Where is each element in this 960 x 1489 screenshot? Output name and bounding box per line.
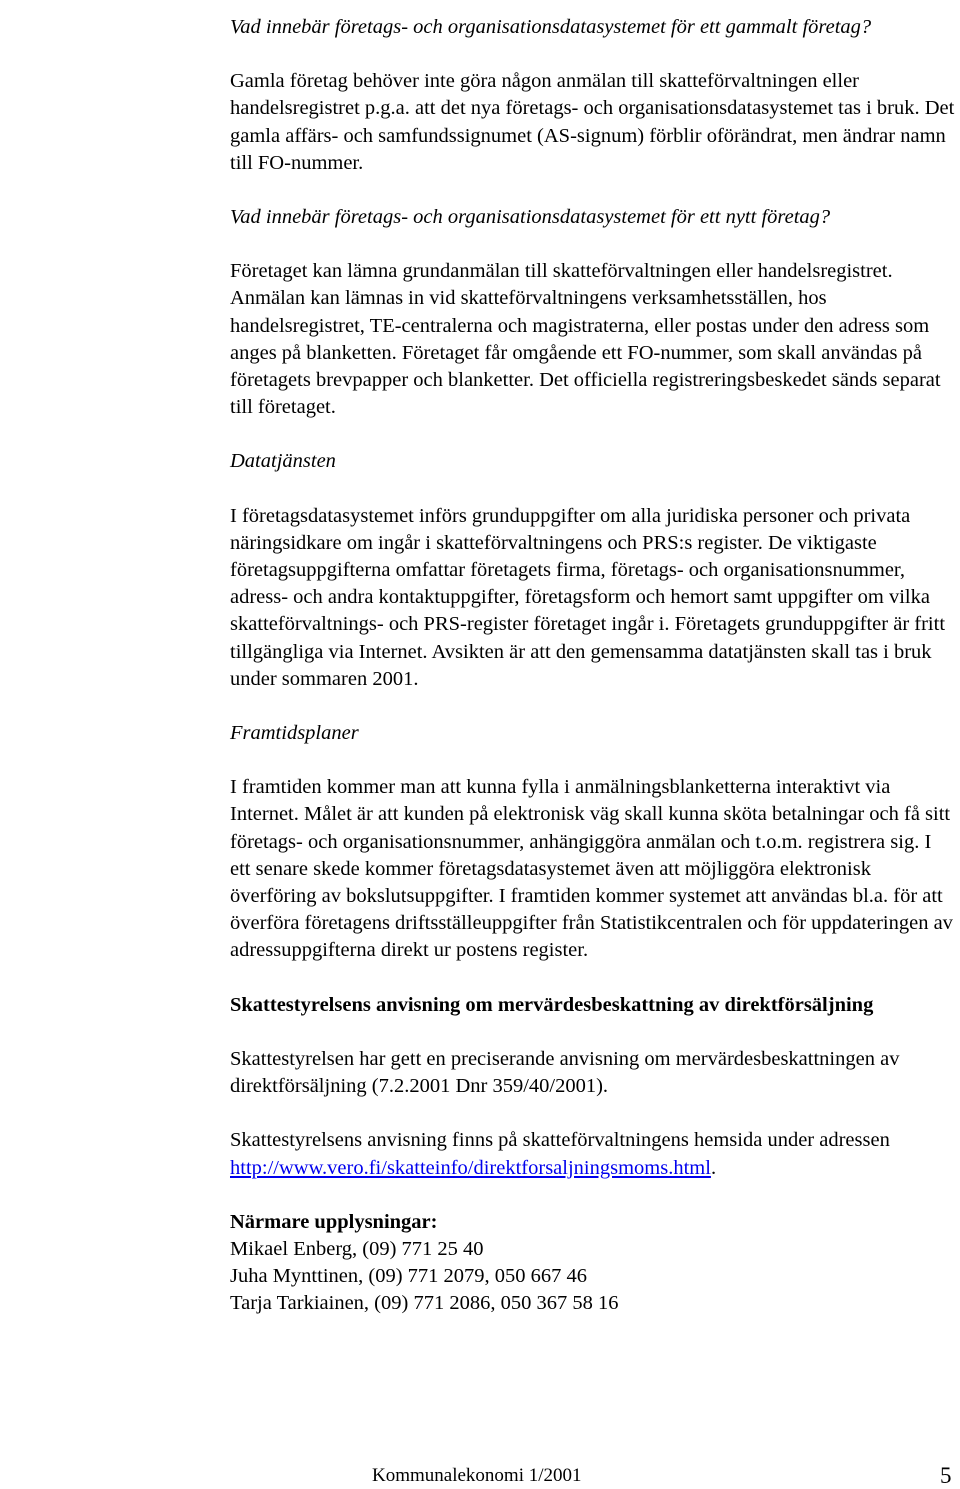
footer-journal-name: Kommunalekonomi 1/2001 — [372, 1465, 582, 1486]
contacts-heading: Närmare upplysningar: — [230, 1210, 438, 1233]
contact-person: Tarja Tarkiainen, (09) 771 2086, 050 367 58 16 — [230, 1292, 619, 1315]
paragraph-skattestyrelsen-2-period: . — [710, 1156, 717, 1179]
contact-person: Juha Mynttinen, (09) 771 2079, 050 667 46 — [230, 1265, 588, 1288]
paragraph-skattestyrelsen-2-text: Skattestyrelsens anvisning finns på skatteförvaltningens hemsida under adressen — [230, 1129, 890, 1152]
paragraph-old-company: Gamla företag behöver inte göra någon anmälan till skatteförvaltningen eller handelsregistret p.g.a. att det nya företags- och organisationsdatasystemet tas i bruk. Det gamla affärs- och samfundssignumet (AS-signum) förblir oförändrat, men ändrar namn till FO-nummer. — [230, 70, 955, 174]
heading-framtidsplaner: Framtidsplaner — [230, 722, 359, 745]
heading-skattestyrelsen: Skattestyrelsens anvisning om mervärdesbeskattning av direktförsäljning — [230, 993, 874, 1016]
page-number: 5 — [940, 1463, 952, 1488]
contacts-block — [230, 1209, 956, 1318]
heading-old-company: Vad innebär företags- och organisationsdatasystemet för ett gammalt företag? — [230, 16, 872, 38]
paragraph-skattestyrelsen-1: Skattestyrelsen har gett en preciserande anvisning om mervärdesbeskattningen av direktförsäljning (7.2.2001 Dnr 359/40/2001). — [230, 1047, 900, 1098]
page-footer — [0, 1465, 960, 1489]
paragraph-new-company: Företaget kan lämna grundanmälan till skatteförvaltningen eller handelsregistret. Anmälan kan lämnas in vid skatteförvaltningens verksamhetsställen, hos handelsregistret, TE-centralerna och magistraterna, eller postas under den adress som anges på blanketten. Företaget får omgående ett FO-nummer, som skall användas på företagets brevpapper och blanketter. Det officiella registreringsbeskedet sänds separat till företaget. — [230, 260, 941, 419]
document-page — [230, 14, 956, 1318]
paragraph-framtidsplaner: I framtiden kommer man att kunna fylla i anmälningsblanketterna interaktivt via Internet. Målet är att kunden på elektronisk väg skall kunna sköta betalningar och få sitt företags- och organisationsnummer, anhängiggöra anmälan och t.o.m. registrera sig. I ett senare skede kommer företagsdatasystemet även att möjliggöra elektronisk överföring av bokslutsuppgifter. I framtiden kommer systemet att användas bl.a. för att överföra företagens driftsställeuppgifter från Statistikcentralen och för uppdateringen av adressuppgifterna direkt ur postens register. — [230, 776, 953, 962]
vero-link[interactable]: http://www.vero.fi/skatteinfo/direktforsaljningsmoms.html — [230, 1156, 711, 1179]
heading-new-company: Vad innebär företags- och organisationsdatasystemet för ett nytt företag? — [230, 206, 831, 229]
heading-datatjansten: Datatjänsten — [230, 450, 336, 473]
paragraph-datatjansten: I företagsdatasystemet införs grunduppgifter om alla juridiska personer och privata näringsidkare om ingår i skatteförvaltningens och PRS:s register. De viktigaste företagsuppgifterna omfattar företagets firma, företags- och organisationsnummer, adress- och andra kontaktuppgifter, företagsform och hemort samt uppgifter om vilka skatteförvaltnings- och PRS-register företaget ingår i. Företagets grunduppgifter är fritt tillgängliga via Internet. Avsikten är att den gemensamma datatjänsten skall tas i bruk under sommaren 2001. — [230, 504, 946, 690]
paragraph-skattestyrelsen-2 — [230, 1127, 956, 1181]
contact-person: Mikael Enberg, (09) 771 25 40 — [230, 1237, 484, 1260]
